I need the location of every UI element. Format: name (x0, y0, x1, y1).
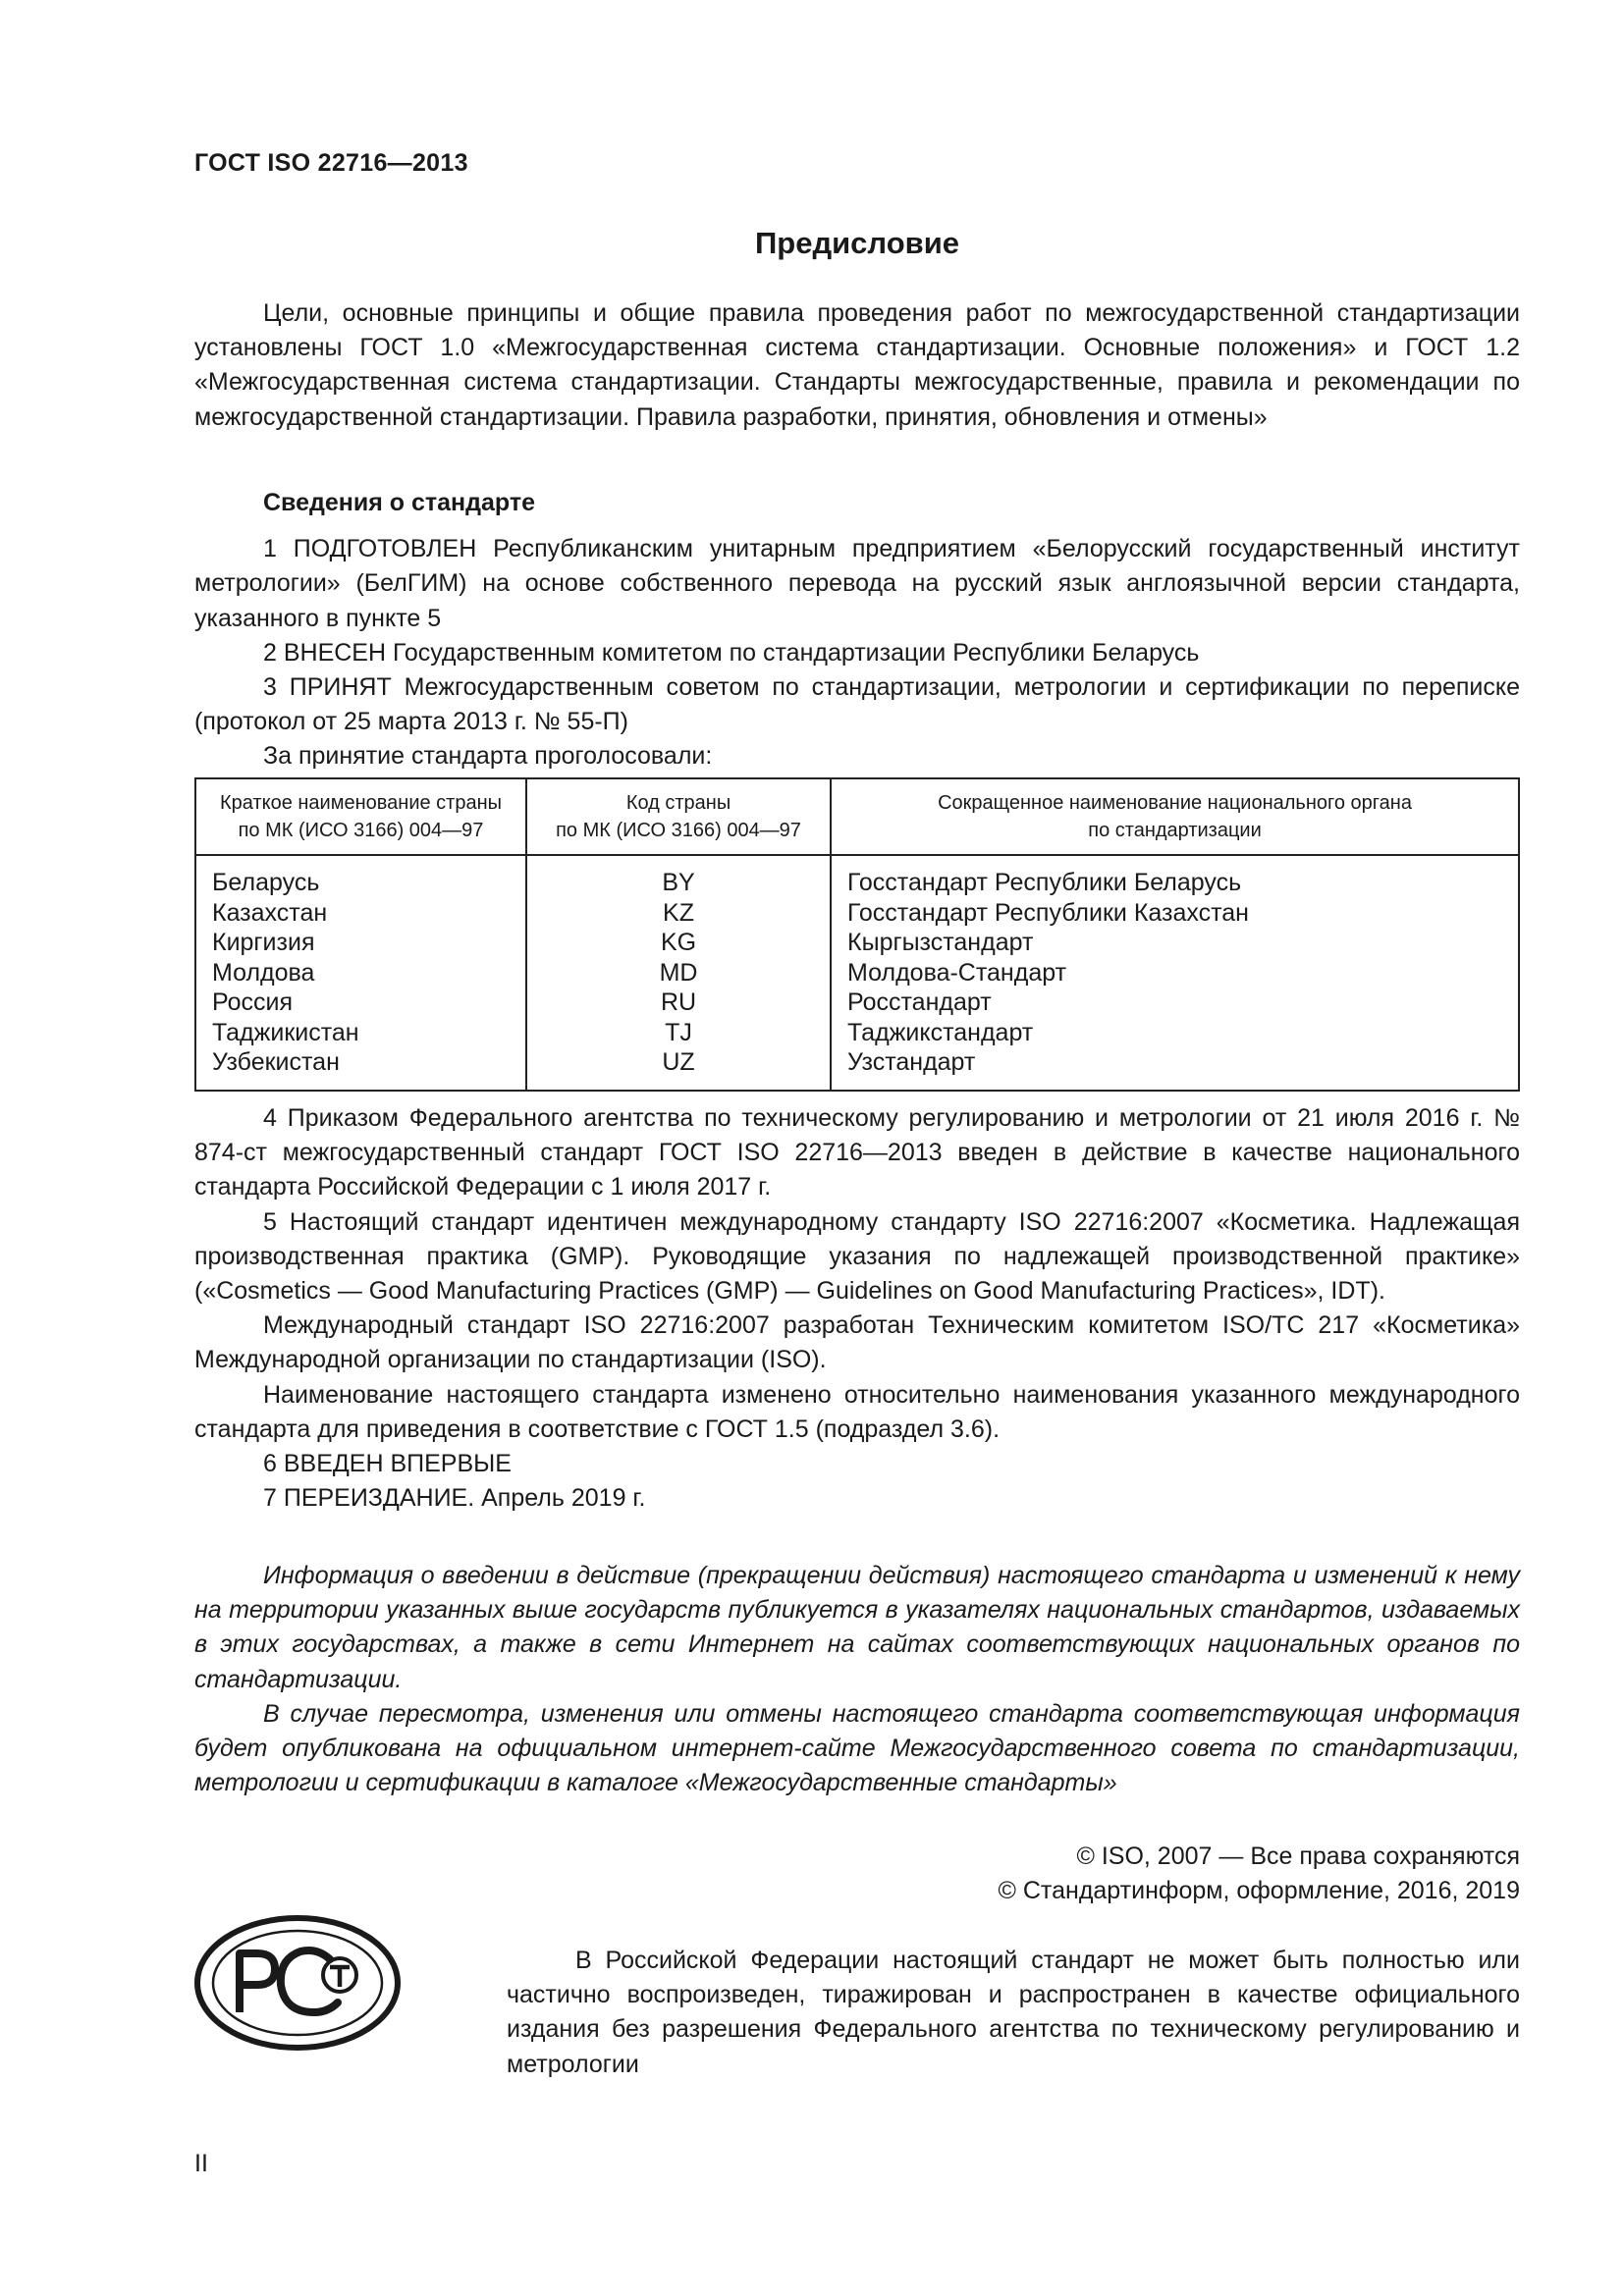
header-national-body: Сокращенное наименование национального органа по стандартизации (831, 778, 1519, 855)
copyright-iso: © ISO, 2007 — Все права сохраняются (1076, 1842, 1520, 1870)
item-5: 5 Настоящий стандарт идентичен международному стандарту ISO 22716:2007 «Косметика. Надлежащая производственная практика (GMP). Руководящие указания по надлежащей производственной практике» («Cosmetics — Good Manufacturing Practices (GMP) — Guidelines on Good Manufacturing Practices», IDT). (194, 1207, 1520, 1306)
item-2: 2 ВНЕСЕН Государственным комитетом по стандартизации Республики Беларусь (263, 638, 1200, 667)
item-4: 4 Приказом Федерального агентства по техническому регулированию и метрологии от 21 июля 2016 г. № 874-ст межгосударственный стандарт ГОСТ ISO 22716—2013 введен в действие в качестве национального стандарта Российской Федерации с 1 июля 2017 г. (194, 1104, 1520, 1201)
item-7: 7 ПЕРЕИЗДАНИЕ. Апрель 2019 г. (263, 1484, 646, 1513)
italic-note-2: В случае пересмотра, изменения или отмены настоящего стандарта соответствующая информация будет опубликована на официальном интернет-сайте Межгосударственного совета по стандартизации, метрологии и сертификации в каталоге «Межгосударственные стандарты» (194, 1699, 1520, 1797)
italic-note-1: Информация о введении в действие (прекращении действия) настоящего стандарта и изменений к нему на территории указанных выше государств публикуется в указателях национальных стандартов, издаваемых в этих государствах, а также в сети Интернет на сайтах соответствующих национальных органов по стандартизации. (194, 1562, 1520, 1693)
table-row: Россия RU Росстандарт (195, 988, 1519, 1018)
item-5-iso-committee: Международный стандарт ISO 22716:2007 разработан Техническим комитетом ISO/TC 217 «Косметика» Международной организации по стандартизации (ISO). (194, 1311, 1520, 1374)
standard-info-block (194, 486, 1520, 774)
header-country-name: Краткое наименование страны по МК (ИСО 3166) 004—97 (195, 778, 526, 855)
rst-certification-logo-icon (194, 1914, 401, 2056)
page-number: II (194, 2150, 208, 2177)
intro-paragraph: Цели, основные принципы и общие правила проведения работ по межгосударственной стандартизации установлены ГОСТ 1.0 «Межгосударственная система стандартизации. Основные положения» и ГОСТ 1.2 «Межгосударственная система стандартизации. Стандарты межгосударственные, правила и рекомендации по межгосударственной стандартизации. Правила разработки, принятия, обновления и отмены» (194, 299, 1520, 431)
item-6: 6 ВВЕДЕН ВПЕРВЫЕ (263, 1450, 512, 1478)
voting-table (194, 777, 1520, 1092)
rights-text: В Российской Федерации настоящий стандарт не может быть полностью или частично воспроизведен, тиражирован и распространен в качестве официального издания без разрешения Федерального агентства по техническому регулированию и метрологии (507, 1947, 1520, 2078)
page-title: Предисловие (754, 226, 959, 260)
header-country-code: Код страны по МК (ИСО 3166) 004—97 (526, 778, 831, 855)
table-row: Молдова MD Молдова-Стандарт (195, 958, 1519, 988)
document-header: ГОСТ ISO 22716—2013 (194, 149, 468, 177)
voting-caption: За принятие стандарта проголосовали: (263, 742, 713, 771)
table-row: Беларусь BY Госстандарт Республики Беларусь (195, 855, 1519, 898)
table-row: Киргизия KG Кыргызстандарт (195, 928, 1519, 958)
rights-notice (507, 1944, 1520, 2082)
table-row: Узбекистан UZ Узстандарт (195, 1047, 1519, 1091)
intro-block (194, 296, 1520, 435)
item-3: 3 ПРИНЯТ Межгосударственным советом по стандартизации, метрологии и сертификации по переписке (протокол от 25 марта 2013 г. № 55-П) (194, 673, 1520, 736)
italic-notes (194, 1559, 1520, 1800)
standard-info-subtitle: Сведения о стандарте (263, 489, 536, 516)
table-row: Казахстан KZ Госстандарт Республики Казахстан (195, 898, 1519, 929)
item-5-name-change: Наименование настоящего стандарта изменено относительно наименования указанного международного стандарта для приведения в соответствие с ГОСТ 1.5 (подраздел 3.6). (194, 1380, 1520, 1443)
table-row: Таджикистан TJ Таджикстандарт (195, 1018, 1519, 1048)
table-header-row (195, 778, 1519, 855)
items-after-table (194, 1101, 1520, 1516)
copyright-standartinform: © Стандартинформ, оформление, 2016, 2019 (998, 1877, 1520, 1905)
item-1: 1 ПОДГОТОВЛЕН Республиканским унитарным предприятием «Белорусский государственный институт метрологии» (БелГИМ) на основе собственного перевода на русский язык англоязычной версии стандарта, указанного в пункте 5 (194, 535, 1520, 632)
copyright-block (194, 1840, 1520, 1908)
